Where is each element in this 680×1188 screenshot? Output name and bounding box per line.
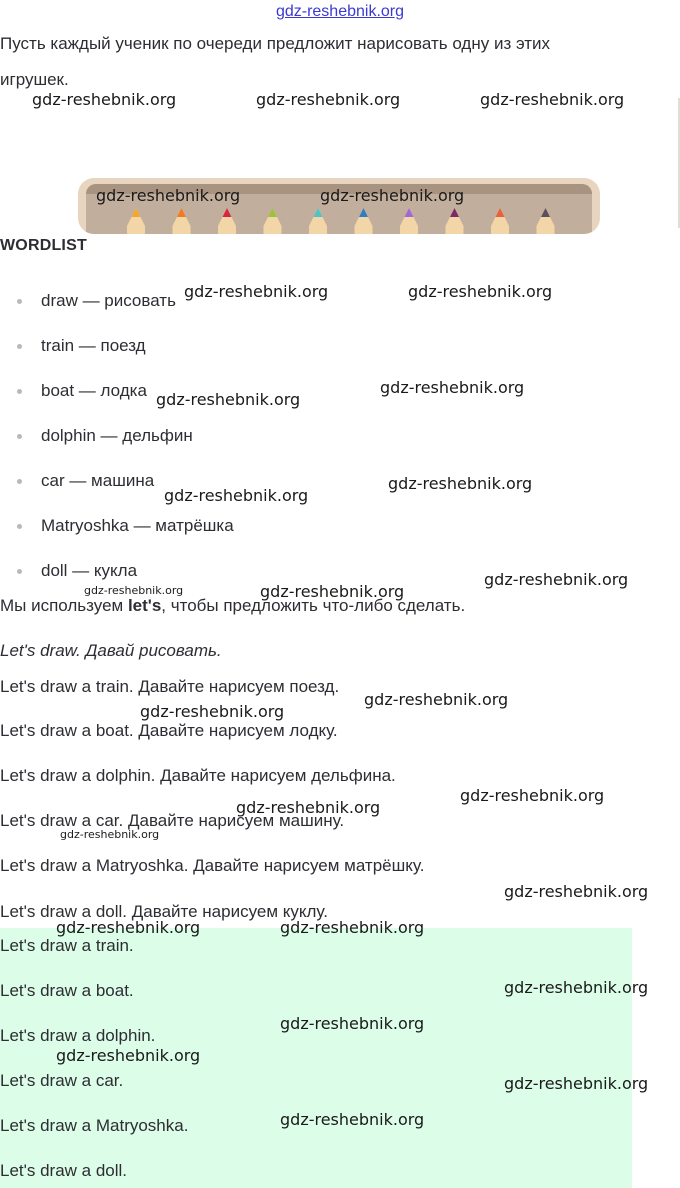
explanation-suffix: , чтобы предложить что-либо сделать.: [161, 596, 466, 615]
pencil-tip: [314, 208, 323, 217]
watermark: gdz-reshebnik.org: [60, 828, 160, 841]
bullet-icon: [17, 299, 22, 304]
watermark: gdz-reshebnik.org: [236, 798, 381, 817]
bullet-icon: [17, 389, 22, 394]
wordlist-item: draw — рисовать: [41, 291, 176, 310]
watermark: gdz-reshebnik.org: [408, 282, 553, 301]
answer-line: Let's draw a doll.: [0, 1161, 128, 1180]
watermark: gdz-reshebnik.org: [280, 1110, 425, 1129]
watermark: gdz-reshebnik.org: [256, 90, 401, 109]
pencil-tip: [541, 208, 550, 217]
wordlist-item: car — машина: [41, 471, 155, 490]
wordlist-item: train — поезд: [41, 336, 146, 355]
watermark: gdz-reshebnik.org: [364, 690, 509, 709]
watermark: gdz-reshebnik.org: [504, 1074, 649, 1093]
wordlist-item: dolphin — дельфин: [41, 426, 193, 445]
explanation-keyword: let's: [127, 596, 162, 615]
pencil-body: [127, 226, 145, 234]
watermark: gdz-reshebnik.org: [96, 186, 241, 205]
pencil-body: [309, 226, 327, 234]
wordlist-item: boat — лодка: [41, 381, 147, 400]
sentence-line: Let's draw a Matryoshka. Давайте нарисуем матрёшку.: [0, 856, 425, 875]
answer-line: Let's draw a car.: [0, 1071, 124, 1090]
watermark: gdz-reshebnik.org: [184, 282, 329, 301]
pencil-tip: [132, 208, 141, 217]
watermark: gdz-reshebnik.org: [164, 486, 309, 505]
pencil-tip: [450, 208, 459, 217]
wordlist-item: doll — кукла: [41, 561, 138, 580]
pencil-body: [264, 226, 282, 234]
intro-line-2: игрушек.: [0, 70, 69, 89]
pencil-body: [218, 226, 236, 234]
watermark: gdz-reshebnik.org: [320, 186, 465, 205]
sentence-line: Let's draw a doll. Давайте нарисуем куклу.: [0, 902, 328, 921]
pencil-tip: [405, 208, 414, 217]
sentence-line: Let's draw a car. Давайте нарисуем машину.: [0, 811, 345, 830]
watermark: gdz-reshebnik.org: [484, 570, 629, 589]
watermark: gdz-reshebnik.org: [480, 90, 625, 109]
pencil-body: [446, 226, 464, 234]
pencil-tip: [223, 208, 232, 217]
pencil-tip: [177, 208, 186, 217]
watermark: gdz-reshebnik.org: [504, 978, 649, 997]
pencil-body: [400, 226, 418, 234]
pencil-body: [491, 226, 509, 234]
watermark: gdz-reshebnik.org: [32, 90, 177, 109]
bullet-icon: [17, 524, 22, 529]
answer-line: Let's draw a boat.: [0, 981, 134, 1000]
bullet-icon: [17, 434, 22, 439]
watermark: gdz-reshebnik.org: [56, 1046, 201, 1065]
bullet-icon: [17, 479, 22, 484]
intro-line-1: Пусть каждый ученик по очереди предложит нарисовать одну из этих: [0, 34, 551, 53]
pencil-tip: [496, 208, 505, 217]
watermark: gdz-reshebnik.org: [460, 786, 605, 805]
pencil-body: [173, 226, 191, 234]
pencil-tip: [359, 208, 368, 217]
watermark: gdz-reshebnik.org: [280, 918, 425, 937]
answer-line: Let's draw a Matryoshka.: [0, 1116, 189, 1135]
header-site-link[interactable]: gdz-reshebnik.org: [275, 3, 405, 20]
sentence-line: Let's draw a train. Давайте нарисуем поезд.: [0, 677, 340, 696]
sentence-line: Let's draw a dolphin. Давайте нарисуем дельфина.: [0, 766, 396, 785]
wordlist-item: Matryoshka — матрёшка: [41, 516, 234, 535]
bullet-icon: [17, 344, 22, 349]
watermark: gdz-reshebnik.org: [388, 474, 533, 493]
sentence-line: Let's draw a boat. Давайте нарисуем лодку.: [0, 721, 338, 740]
explanation-example: Let's draw. Давай рисовать.: [0, 641, 222, 660]
pencil-body: [537, 226, 555, 234]
answer-line: Let's draw a dolphin.: [0, 1026, 156, 1045]
watermark: gdz-reshebnik.org: [380, 378, 525, 397]
wordlist-title: WORDLIST: [0, 237, 87, 254]
pencil-body: [355, 226, 373, 234]
watermark: gdz-reshebnik.org: [84, 584, 184, 597]
answer-line: Let's draw a train.: [0, 936, 134, 955]
watermark: gdz-reshebnik.org: [504, 882, 649, 901]
watermark: gdz-reshebnik.org: [156, 390, 301, 409]
watermark: gdz-reshebnik.org: [140, 702, 285, 721]
watermark: gdz-reshebnik.org: [280, 1014, 425, 1033]
pencil-tip: [268, 208, 277, 217]
explanation-prefix: Мы используем: [0, 596, 128, 615]
watermark: gdz-reshebnik.org: [260, 582, 405, 601]
watermark: gdz-reshebnik.org: [56, 918, 201, 937]
bullet-icon: [17, 569, 22, 574]
